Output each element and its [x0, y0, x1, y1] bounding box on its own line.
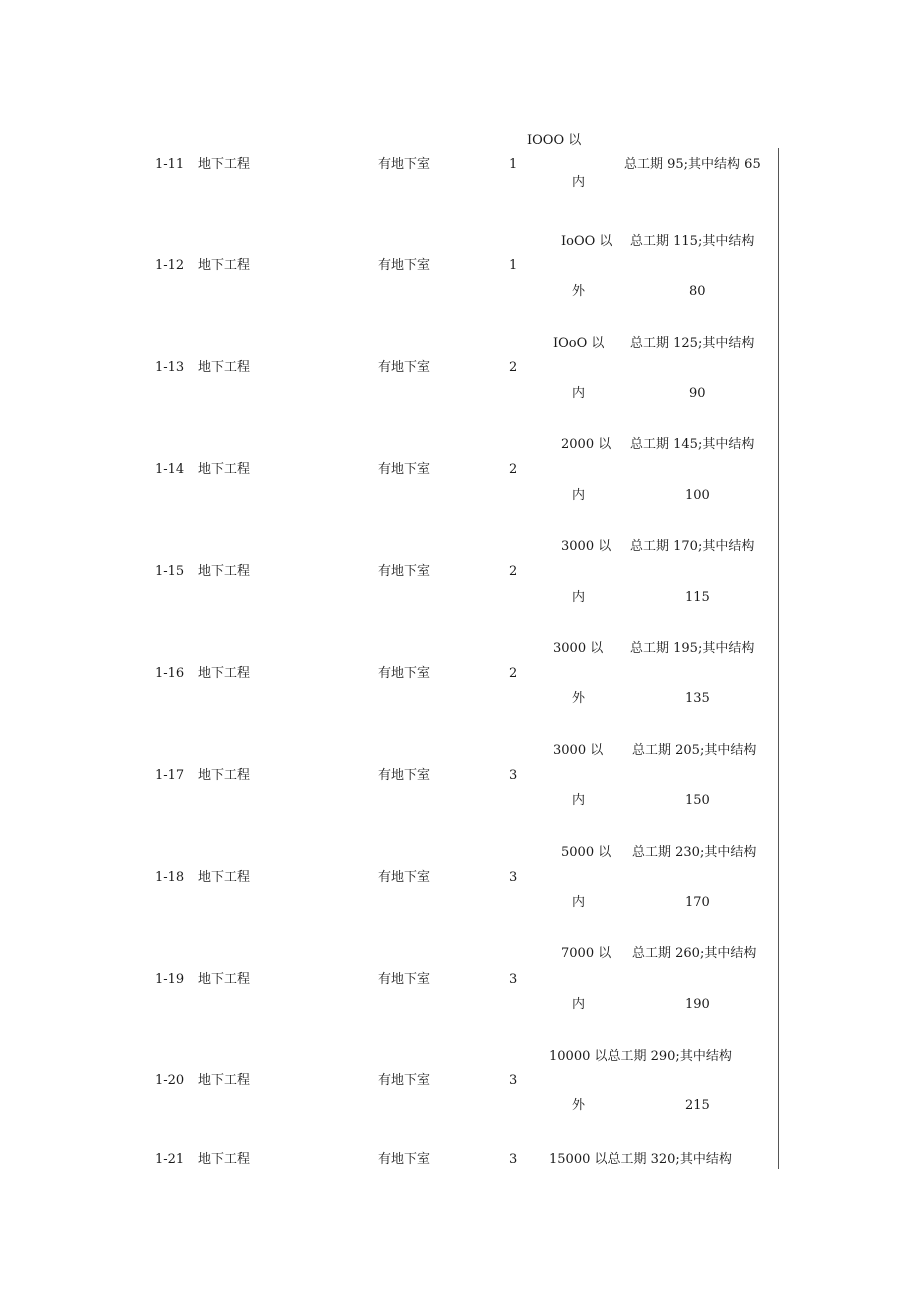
row-period-bottom: 170 [685, 895, 710, 910]
row-area-bottom: 内 [572, 386, 586, 401]
row-period-top: 总工期 205;其中结构 [632, 743, 757, 758]
row-type: 地下工程 [198, 1152, 251, 1167]
row-area-bottom: 外 [572, 1098, 586, 1113]
row-code: 1-21 [155, 1152, 185, 1167]
row-type: 地下工程 [198, 1073, 251, 1088]
row-period-bottom: 150 [685, 793, 710, 808]
row-period-bottom: 115 [685, 590, 710, 605]
row-floors: 1 [509, 157, 518, 172]
row-area-top: 7000 以 [561, 946, 612, 961]
row-floors: 2 [509, 666, 518, 681]
row-period-top: 总工期 145;其中结构 [630, 437, 755, 452]
row-area-top: 3000 以 [561, 539, 612, 554]
row-area-top: 10000 以总工期 290;其中结构 [549, 1049, 732, 1064]
row-code: 1-17 [155, 768, 185, 783]
row-basement: 有地下室 [378, 972, 431, 987]
row-type: 地下工程 [198, 972, 251, 987]
row-period-bottom: 90 [689, 386, 706, 401]
row-area-bottom: 内 [572, 793, 586, 808]
row-period-top: 总工期 195;其中结构 [630, 641, 755, 656]
row-code: 1-20 [155, 1073, 185, 1088]
row-type: 地下工程 [198, 666, 251, 681]
row-basement: 有地下室 [378, 258, 431, 273]
row-area-bottom: 外 [572, 691, 586, 706]
row-type: 地下工程 [198, 768, 251, 783]
row-basement: 有地下室 [378, 462, 431, 477]
row-area-bottom: 内 [572, 997, 586, 1012]
row-basement: 有地下室 [378, 360, 431, 375]
row-area-bottom: 内 [572, 590, 586, 605]
row-area-top: 3000 以 [553, 641, 604, 656]
row-area-top: 2000 以 [561, 437, 612, 452]
row-period-top: 总工期 115;其中结构 [630, 234, 755, 249]
row-floors: 2 [509, 564, 518, 579]
row-floors: 2 [509, 462, 518, 477]
row-period-bottom: 135 [685, 691, 710, 706]
row-code: 1-16 [155, 666, 185, 681]
row-type: 地下工程 [198, 157, 251, 172]
row-area-top: 3000 以 [553, 743, 604, 758]
row-area-bottom: 内 [572, 895, 586, 910]
row-code: 1-12 [155, 258, 185, 273]
row-floors: 1 [509, 258, 518, 273]
row-floors: 2 [509, 360, 518, 375]
row-type: 地下工程 [198, 870, 251, 885]
row-area-top: IoOO 以 [561, 234, 613, 249]
row-period-top: 总工期 170;其中结构 [630, 539, 755, 554]
row-floors: 3 [509, 1073, 518, 1088]
row-area-bottom: 外 [572, 284, 586, 299]
row-basement: 有地下室 [378, 768, 431, 783]
row-period-bottom: 190 [685, 997, 710, 1012]
row-basement: 有地下室 [378, 1073, 431, 1088]
row-code: 1-19 [155, 972, 185, 987]
row-period-bottom: 100 [685, 488, 710, 503]
row-floors: 3 [509, 870, 518, 885]
row-period-top: 总工期 230;其中结构 [632, 845, 757, 860]
row-type: 地下工程 [198, 564, 251, 579]
row-basement: 有地下室 [378, 666, 431, 681]
row-period-bottom: 215 [685, 1098, 710, 1113]
row-basement: 有地下室 [378, 157, 431, 172]
row-area-bottom: 内 [572, 175, 586, 190]
table-right-border [778, 148, 779, 1169]
row-period-top: 总工期 95;其中结构 65 [624, 157, 761, 172]
row-period-bottom: 80 [689, 284, 706, 299]
row-code: 1-15 [155, 564, 185, 579]
row-area-top: IOoO 以 [553, 336, 605, 351]
row-code: 1-13 [155, 360, 185, 375]
row-type: 地下工程 [198, 462, 251, 477]
row-type: 地下工程 [198, 258, 251, 273]
row-code: 1-11 [155, 157, 185, 172]
row-area-bottom: 内 [572, 488, 586, 503]
row-period-top: 总工期 260;其中结构 [632, 946, 757, 961]
row-basement: 有地下室 [378, 870, 431, 885]
row-area-top: 15000 以总工期 320;其中结构 [549, 1152, 732, 1167]
row-basement: 有地下室 [378, 564, 431, 579]
row-period-top: 总工期 125;其中结构 [630, 336, 755, 351]
row-area-top: 5000 以 [561, 845, 612, 860]
row-floors: 3 [509, 1152, 518, 1167]
row-basement: 有地下室 [378, 1152, 431, 1167]
row-floors: 3 [509, 972, 518, 987]
row-area-top: IOOO 以 [527, 133, 582, 148]
row-floors: 3 [509, 768, 518, 783]
row-code: 1-14 [155, 462, 185, 477]
row-code: 1-18 [155, 870, 185, 885]
row-type: 地下工程 [198, 360, 251, 375]
